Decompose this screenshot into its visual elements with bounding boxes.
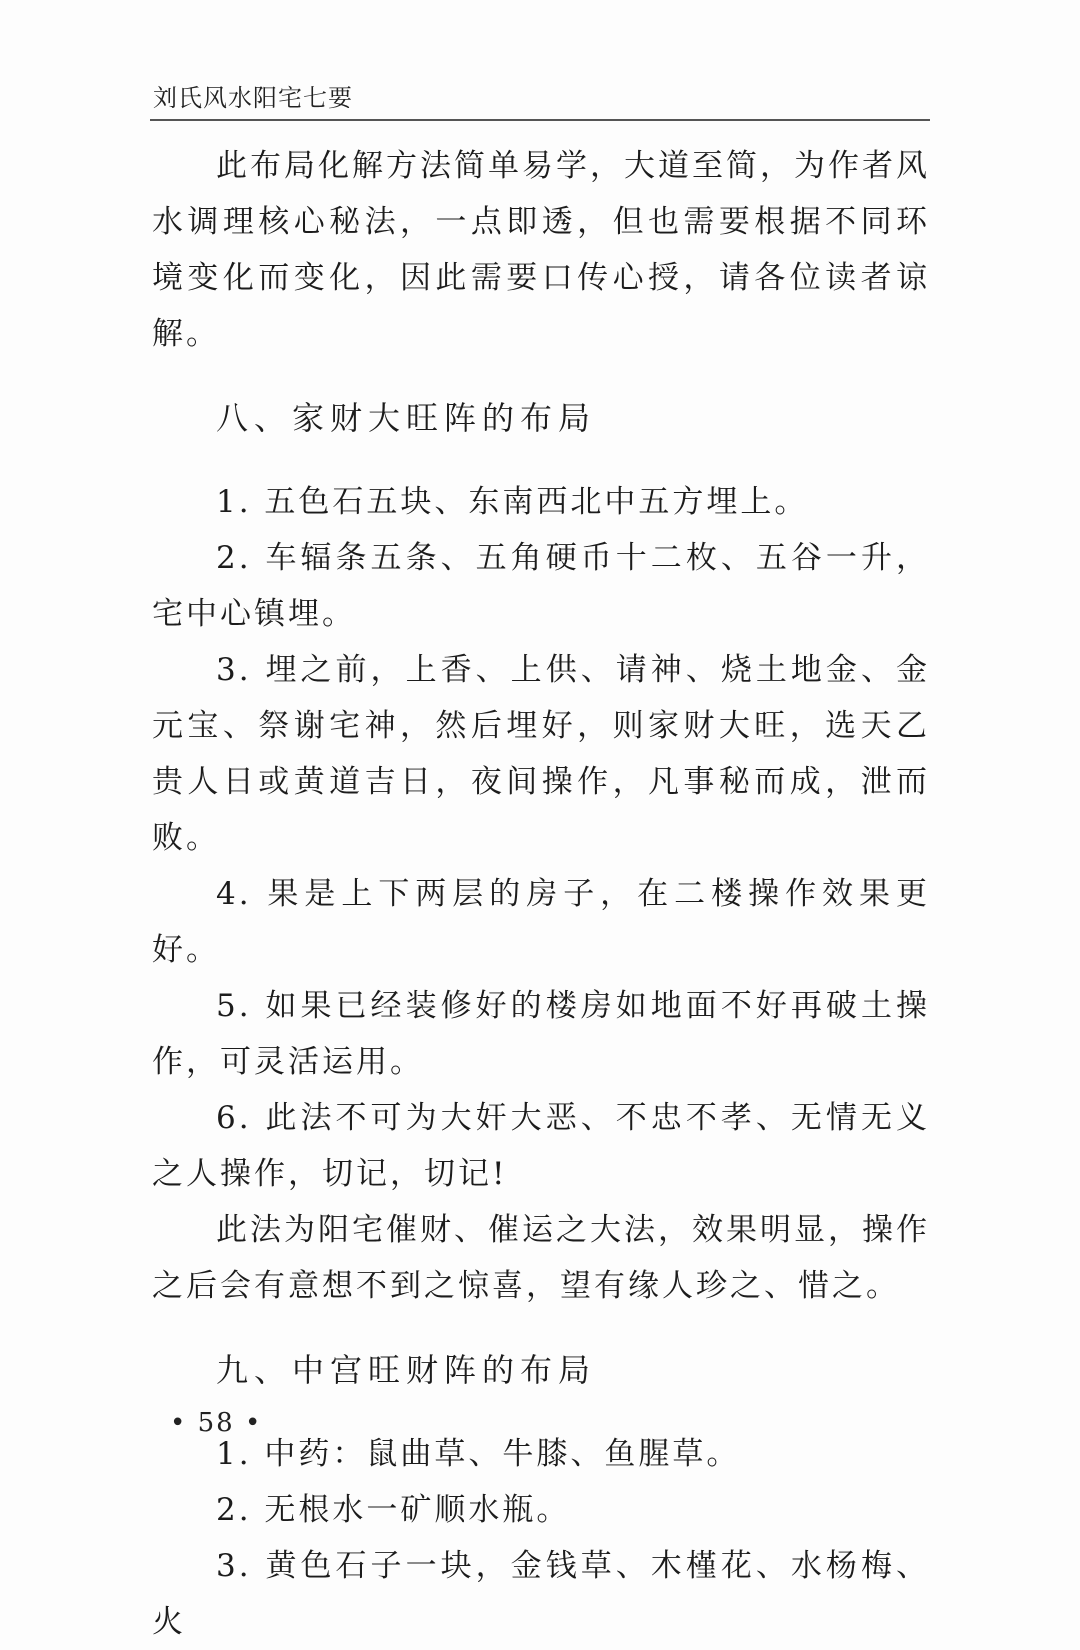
section-heading-9: 九、中宫旺财阵的布局 <box>216 1351 597 1389</box>
list-item: 1. 五色石五块、东南西北中五方埋上。 <box>216 484 809 520</box>
list-item: 2. 无根水一矿顺水瓶。 <box>216 1492 571 1528</box>
list-item: 5. 如果已经装修好的楼房如地面不好再破土操作，可灵活运用。 <box>152 988 930 1080</box>
intro-paragraph: 此布局化解方法简单易学，大道至简，为作者风水调理核心秘法，一点即透，但也需要根据不同环境变化而变化，因此需要口传心授，请各位读者谅解。 <box>152 148 930 352</box>
list-item: 2. 车辐条五条、五角硬币十二枚、五谷一升，宅中心镇埋。 <box>152 540 930 632</box>
list-item: 6. 此法不可为大奸大恶、不忠不孝、无情无义之人操作，切记，切记! <box>152 1100 930 1192</box>
list-item: 3. 黄色石子一块，金钱草、木槿花、水杨梅、火 <box>152 1548 930 1640</box>
page-number: • 58 • <box>170 1408 263 1438</box>
header-divider <box>150 119 930 121</box>
section-heading-8: 八、家财大旺阵的布局 <box>216 399 597 437</box>
list-item: 4. 果是上下两层的房子，在二楼操作效果更好。 <box>152 876 930 968</box>
closing-paragraph: 此法为阳宅催财、催运之大法，效果明显，操作之后会有意想不到之惊喜，望有缘人珍之、惜之。 <box>152 1212 930 1304</box>
list-item: 1. 中药：鼠曲草、牛膝、鱼腥草。 <box>216 1436 741 1472</box>
page-body <box>152 138 930 1650</box>
running-header-title: 刘氏风水阳宅七要 <box>153 84 353 112</box>
list-item: 3. 埋之前，上香、上供、请神、烧土地金、金元宝、祭谢宅神，然后埋好，则家财大旺，选天乙贵人日或黄道吉日，夜间操作，凡事秘而成，泄而败。 <box>152 652 930 856</box>
